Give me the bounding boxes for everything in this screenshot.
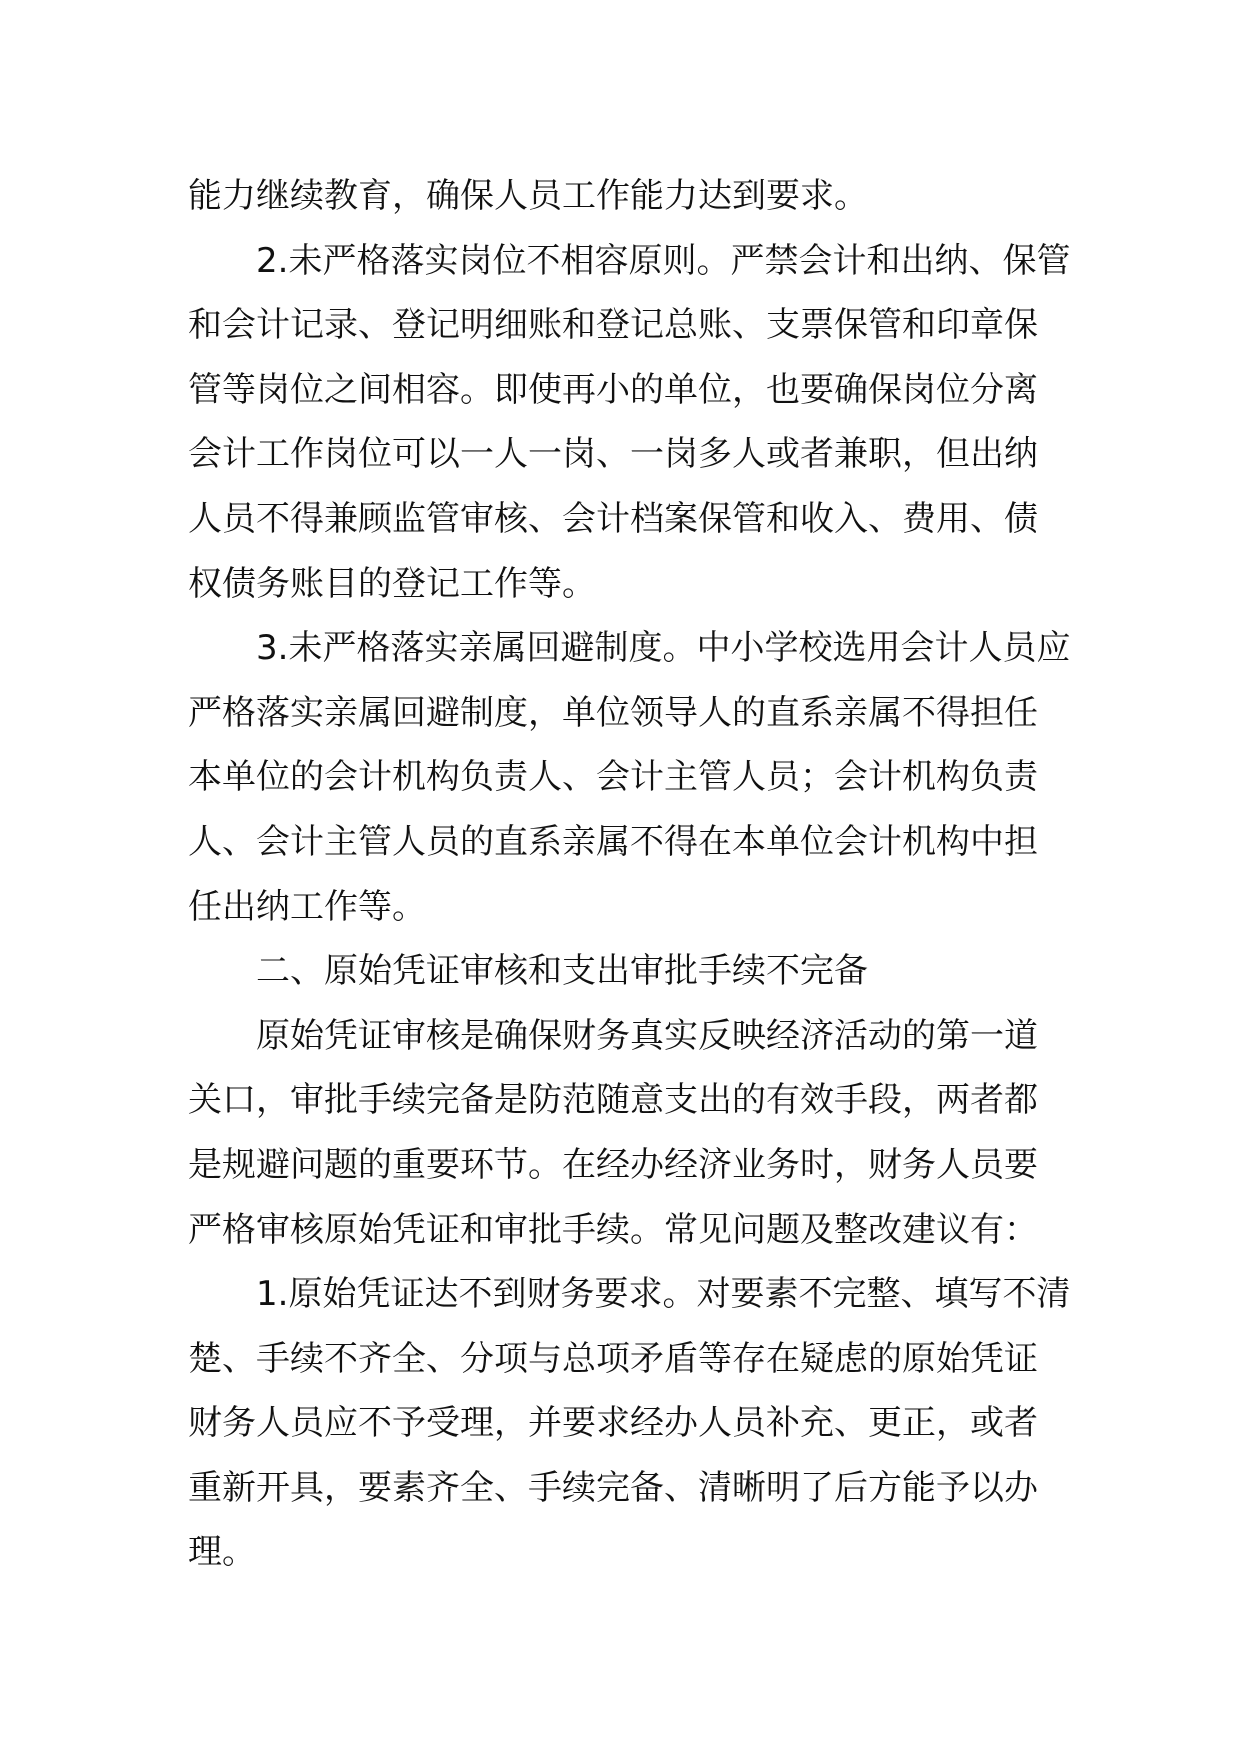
text-line: 楚、手续不齐全、分项与总项矛盾等存在疑虑的原始凭证	[188, 1338, 1038, 1379]
text-line: 能力继续教育，确保人员工作能力达到要求。	[188, 176, 868, 216]
text-line: 本单位的会计机构负责人、会计主管人员；会计机构负责	[188, 757, 1038, 798]
text-line: 严格审核原始凭证和审批手续。常见问题及整改建议有：	[188, 1209, 1038, 1250]
paragraph-start-line: 1.原始凭证达不到财务要求。对要素不完整、填写不清	[256, 1274, 1071, 1315]
text-line: 理。	[188, 1532, 256, 1573]
text-line: 任出纳工作等。	[188, 886, 426, 927]
paragraph-start-line: 原始凭证审核是确保财务真实反映经济活动的第一道	[256, 1015, 1038, 1056]
text-line: 管等岗位之间相容。即使再小的单位，也要确保岗位分离	[188, 369, 1038, 410]
text-line: 重新开具，要素齐全、手续完备、清晰明了后方能予以办	[188, 1467, 1038, 1508]
paragraph-start-line: 3.未严格落实亲属回避制度。中小学校选用会计人员应	[256, 628, 1071, 669]
section-heading: 二、原始凭证审核和支出审批手续不完备	[256, 951, 868, 992]
text-line: 是规避问题的重要环节。在经办经济业务时，财务人员要	[188, 1144, 1038, 1185]
text-line: 严格落实亲属回避制度，单位领导人的直系亲属不得担任	[188, 692, 1038, 733]
text-line: 关口，审批手续完备是防范随意支出的有效手段，两者都	[188, 1080, 1038, 1121]
text-line: 和会计记录、登记明细账和登记总账、支票保管和印章保	[188, 305, 1038, 346]
text-line: 财务人员应不予受理，并要求经办人员补充、更正，或者	[188, 1403, 1038, 1444]
paragraph-start-line: 2.未严格落实岗位不相容原则。严禁会计和出纳、保管	[256, 240, 1071, 281]
text-line: 权债务账目的登记工作等。	[188, 563, 596, 604]
text-line: 人员不得兼顾监管审核、会计档案保管和收入、费用、债	[188, 498, 1038, 539]
text-line: 会计工作岗位可以一人一岗、一岗多人或者兼职，但出纳	[188, 434, 1038, 475]
body-text	[188, 164, 1071, 1585]
text-line: 人、会计主管人员的直系亲属不得在本单位会计机构中担	[188, 821, 1038, 862]
